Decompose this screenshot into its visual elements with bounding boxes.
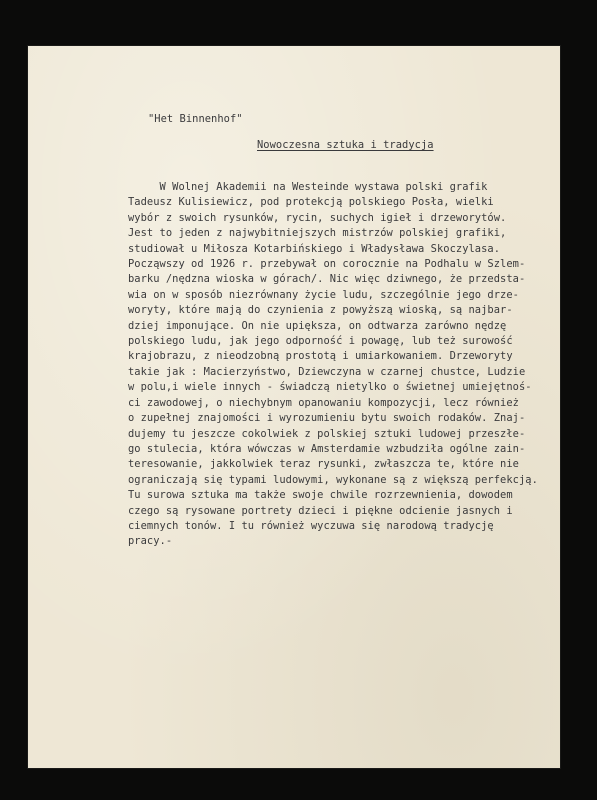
body-line: dziej imponujące. On nie upiększa, on odtwarza zarówno nędzę bbox=[128, 319, 507, 332]
body-line: ciemnych tonów. I tu również wyczuwa się narodową tradycję bbox=[128, 519, 494, 532]
body-line: pracy.- bbox=[128, 535, 173, 548]
body-line: Jest to jeden z najwybitniejszych mistrzów polskiej grafiki, bbox=[128, 227, 507, 240]
body-line: krajobrazu, z nieodzobną prostotą i umiarkowaniem. Drzeworyty bbox=[128, 350, 513, 363]
body-line: Tu surowa sztuka ma także swoje chwile rozrzewnienia, dowodem bbox=[128, 489, 513, 502]
body-line: ci zawodowej, o niechybnym opanowaniu kompozycji, lecz również bbox=[128, 396, 519, 409]
body-line: go stulecia, która wówczas w Amsterdamie wzbudziła ogólne zain- bbox=[128, 442, 526, 455]
body-line: Począwszy od 1926 r. przebywał on corocznie na Podhalu w Szlem- bbox=[128, 258, 526, 271]
body-line: ograniczają się typami ludowymi, wykonane są z większą perfekcją. bbox=[128, 473, 538, 486]
body-line: w polu,i wiele innych - świadczą nietylko o świetnej umiejętnoś- bbox=[128, 381, 532, 394]
body-line: polskiego ludu, jak jego odporność i powagę, lub też surowość bbox=[128, 335, 513, 348]
body-line: czego są rysowane portrety dzieci i piękne odcienie jasnych i bbox=[128, 504, 513, 517]
document-title: Nowoczesna sztuka i tradycja bbox=[257, 139, 434, 151]
body-line: o zupełnej znajomości i wyrozumieniu bytu swoich rodaków. Znaj- bbox=[128, 412, 526, 425]
body-line: wybór z swoich rysunków, rycin, suchych igieł i drzeworytów. bbox=[128, 211, 507, 224]
body-line: woryty, które mają do czynienia z powyższą wioską, są najbar- bbox=[128, 304, 513, 317]
body-line: takie jak : Macierzyństwo, Dziewczyna w czarnej chustce, Ludzie bbox=[128, 365, 526, 378]
body-line: barku /nędzna wioska w górach/. Nic więc dziwnego, że przedsta- bbox=[128, 273, 526, 286]
document-body bbox=[128, 180, 558, 550]
body-line: teresowanie, jakkolwiek teraz rysunki, zwłaszcza te, które nie bbox=[128, 458, 519, 471]
body-line: wia on w sposób niezrównany życie ludu, szczególnie jego drze- bbox=[128, 288, 519, 301]
body-line: W Wolnej Akademii na Westeinde wystawa polski grafik bbox=[128, 181, 488, 193]
body-line: dujemy tu jeszcze cokolwiek z polskiej sztuki ludowej przeszłe- bbox=[128, 427, 526, 440]
body-line: Tadeusz Kulisiewicz, pod protekcją polskiego Posła, wielki bbox=[128, 196, 494, 209]
body-line: studiował u Miłosza Kotarbińskiego i Władysława Skoczylasa. bbox=[128, 242, 501, 255]
document-header: "Het Binnenhof" bbox=[148, 113, 243, 125]
typewritten-page bbox=[28, 46, 560, 768]
